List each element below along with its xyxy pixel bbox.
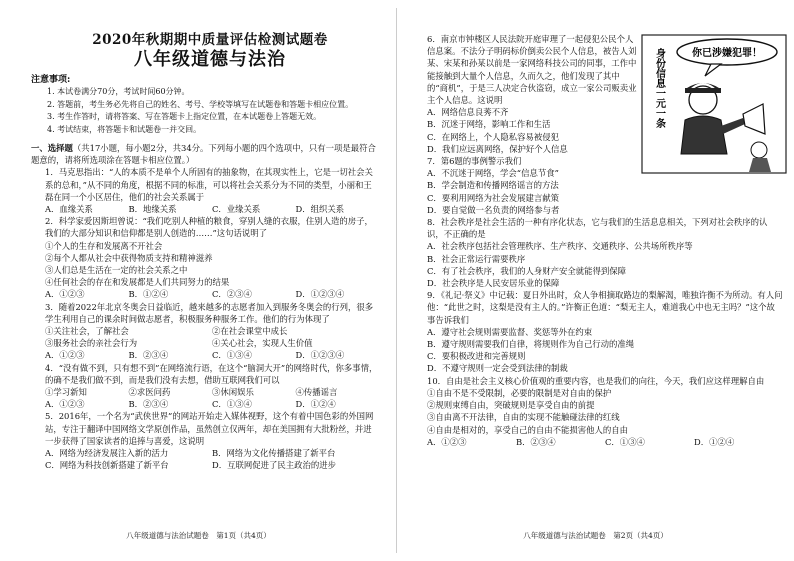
option: D．我们应远离网络，保护好个人信息: [427, 143, 568, 154]
comic-caption: 你已涉嫌犯罪！: [692, 48, 762, 59]
q8-stem: 8．社会秩序是社会生活的一种有序化状态，它与我们的生活息息相关，下列对社会秩序的认识，不正确的是: [427, 217, 768, 240]
option: A．社会秩序包括社会管理秩序、生产秩序、交通秩序、公共场所秩序等: [427, 241, 693, 252]
notice-item: 2. 答题前，考生务必先将自己的姓名、考号、学校等填写在试题卷和答题卡相应位置。: [47, 99, 354, 109]
option: A．①②③: [45, 289, 85, 300]
q4-options: [31, 398, 379, 410]
option: D．互联网促进了民主政治的进步: [212, 460, 336, 471]
option: C．在网络上，个人隐私容易被侵犯: [427, 131, 560, 142]
comic-drawing: [641, 34, 787, 174]
item: ①学习新知: [45, 387, 87, 398]
option: A．网络为经济发展注入新的活力: [45, 448, 169, 459]
q7-stem: 7．第6题的事例警示我们: [427, 156, 522, 167]
item: ②在社会课堂中成长: [212, 326, 288, 337]
option: B．②③④: [128, 350, 169, 361]
q6-stem: 6．南京市钟楼区人民法院开庭审理了一起侵犯公民个人信息案。不法分子明码标价倒卖公民个人信息，被告人刘某、宋某和孙某以前是一家网络科技公司的同事，工作中能接触到大量个人信息，久而久之，他们发现了其中的“商机”，于是三人决定合伙盗窃，成立一家公司贩卖业主个人信息。这说明: [427, 34, 637, 106]
option: B．②③④: [128, 399, 169, 410]
q1-options: [31, 203, 379, 215]
q5-stem: 5．2016年，一个名为“武侠世界”的网站开始走入媒体视野，这个有着中国色彩的外国网站，专注于翻译中国网络文学原创作品，虽然创立仅两年，却在美国拥有大批粉丝，并进一步获得了国家读者的追捧与喜爱，这说明: [45, 411, 374, 446]
q2-options: [31, 288, 379, 300]
q10-item: ③自由离不开法律，自由的实现不能触碰法律的红线: [427, 412, 620, 423]
q4-stem: 4．“没有做不到，只有想不到”在网络流行语，在这个“脑洞大开”的网络时代，你多事情，的确不是我们做不到，而是我们没有去想，借助互联网我们可以: [45, 362, 378, 385]
option: B．遵守规则需要我们自律，将规则作为自己行动的准绳: [427, 339, 635, 350]
option: A．①②③: [45, 350, 85, 361]
option: B．学会制造和传播网络谣言的方法: [427, 180, 559, 191]
option: C．有了社会秩序，我们的人身财产安全就能得到保障: [427, 265, 627, 276]
option: D．组织关系: [295, 204, 345, 215]
question-block-left: [31, 142, 379, 471]
q5-options: [31, 459, 379, 471]
q2-item: ③人们总是生活在一定的社会关系之中: [45, 265, 188, 276]
option: B．网络为文化传播搭建了新平台: [212, 448, 336, 459]
q3-items: [31, 337, 379, 349]
exam-title: 2020年秋期期中质量评估检测试题卷: [92, 32, 328, 48]
q10-stem: 10．自由是社会主义核心价值观的重要内容，也是我们的向往，今天，我们应这样理解自由: [427, 375, 765, 386]
notice-item: 4. 考试结束，将答题卡和试题卷一并交回。: [47, 124, 202, 134]
item: ④关心社会，实现人生价值: [212, 338, 313, 349]
option: D．要自觉做一名负责的网络参与者: [427, 204, 560, 215]
option: B．②③④: [516, 436, 556, 447]
option: C．要积极改进和完善规则: [427, 351, 526, 362]
q2-item: ①个人的生存和发展离不开社会: [45, 240, 163, 251]
q9-stem: 9．《礼记·祭义》中记载：夏日外出时，众人争相摘取路边的梨解渴，唯独许衡不为所动。有人问他：“此世之时，这梨是没有主人的。”许衡正色道：“梨无主人，难道我心中也无主吗？”这个故事告诉我们: [427, 290, 783, 325]
option: B．沉迷于网络，影响工作和生活: [427, 119, 551, 130]
item: ②求医问药: [128, 387, 171, 398]
q1-stem: 1．马克思指出：“人的本质不是单个人所固有的抽象物，在其现实性上，它是一切社会关系的总和，”从不同的角度，根据不同的标准，可以将社会关系分为不同的类型，小丽和王磊在同一个小区居住，他们的社会关系属于: [45, 167, 373, 202]
option: C．业缘关系: [212, 204, 261, 215]
option: C．②③④: [212, 289, 252, 300]
page-footer: 八年级道德与法治试题卷 第2页（共4页）: [523, 531, 668, 540]
q10-options: [413, 436, 783, 448]
q3-items: [31, 325, 379, 337]
option: C．要利用网络为社会发展建言献策: [427, 192, 560, 203]
option: B．社会正常运行需要秩序: [427, 253, 526, 264]
option: A．血缘关系: [45, 204, 93, 215]
right-page: [397, 0, 794, 561]
q2-stem: 2．科学家爱因斯坦曾说：“我们吃别人种植的粮食，穿别人缝的衣服，住别人造的房子，我们的大部分知识和信仰都是别人创造的……”这句话说明了: [45, 216, 373, 239]
option: D．①②③④: [295, 350, 345, 361]
option: D．①②④: [694, 436, 735, 447]
option: D．①②④: [295, 399, 336, 410]
option: C．①③④: [212, 399, 252, 410]
comic-side-text: 身份信息一元一条: [653, 48, 665, 128]
option: A．网络信息良莠不齐: [427, 107, 509, 118]
option: B．①②④: [128, 289, 169, 300]
notice-list: [47, 86, 369, 136]
q2-item: ④任何社会的存在和发展都是人们共同努力的结果: [45, 277, 230, 288]
option: C．网络为科技创新搭建了新平台: [45, 460, 169, 471]
q3-options: [31, 349, 379, 361]
q3-stem: 3．随着2022年北京冬奥会日益临近，越来越多的志愿者加入到服务冬奥会的行列，很多学生利用自己的课余时间做志愿者，积极服务种服务工作。他们的行为体现了: [45, 301, 374, 324]
option: A．①②③: [45, 399, 85, 410]
q4-items: [31, 386, 379, 398]
item: ④传播谣言: [295, 387, 338, 398]
option: A．①②③: [427, 436, 467, 447]
option: C．①③④: [605, 436, 645, 447]
section-heading: 一、选择题（共17小题，每小题2分，共34分。下列每小题的四个选项中，只有一项是最符合题意的，请将所选项涂在答题卡相应位置。）: [31, 143, 376, 166]
option: C．①③④: [212, 350, 252, 361]
option: D．社会秩序是人民安居乐业的保障: [427, 278, 560, 289]
comic-illustration: [641, 34, 787, 174]
q10-item: ①自由不是不受限制，必要的限制是对自由的保护: [427, 387, 612, 398]
option: A．不沉迷于网络，学会“信息节食”: [427, 168, 559, 179]
option: D．不遵守规则一定会受到法律的制裁: [427, 363, 568, 374]
q10-item: ②规则束缚自由，突破规则是享受自由的前提: [427, 400, 595, 411]
q5-options: [31, 447, 379, 459]
subject-title: 八年级道德与法治: [134, 49, 286, 70]
notice-heading: 注意事项:: [31, 75, 71, 85]
q2-item: ②每个人都从社会中获得物质支持和精神滋养: [45, 252, 213, 263]
item: ③服务社会的亲社会行为: [45, 338, 138, 349]
q10-item: ④自由是相对的，享受自己的自由不能损害他人的自由: [427, 424, 628, 435]
item: ③休闲娱乐: [212, 387, 254, 398]
option: D．①②③④: [295, 289, 345, 300]
item: ①关注社会，了解社会: [45, 326, 129, 337]
notice-item: 1. 本试卷满分70分，考试时间60分钟。: [47, 87, 190, 96]
option: B．地缘关系: [128, 204, 177, 215]
option: A．遵守社会规则需要监督、奖惩等外在约束: [427, 326, 593, 337]
notice-item: 3. 考生作答时，请将答案、写在答题卡上指定位置，在本试题卷上答题无效。: [47, 112, 322, 121]
page-footer: 八年级道德与法治试题卷 第1页（共4页）: [126, 531, 271, 540]
